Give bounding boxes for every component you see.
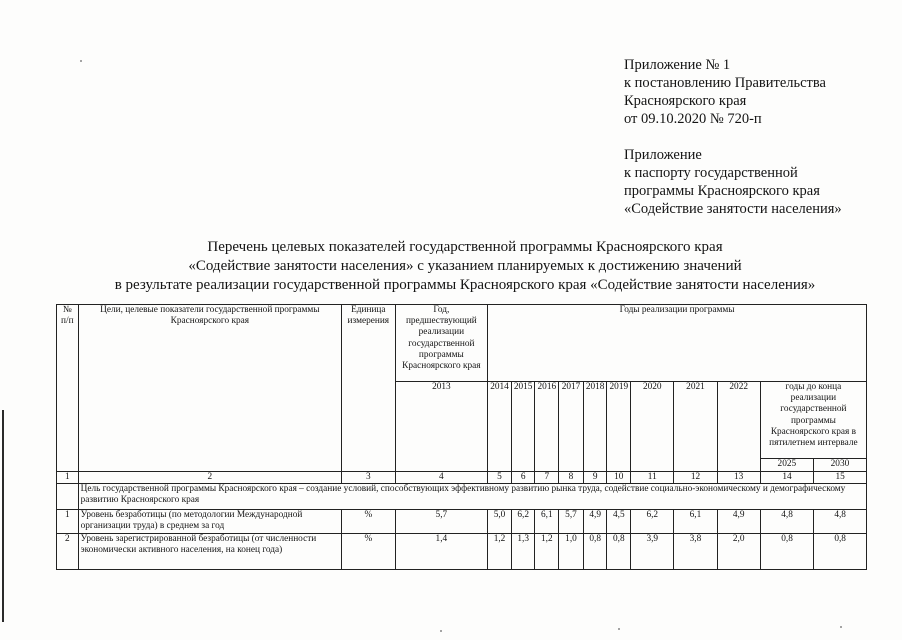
title-line: «Содействие занятости населения» с указанием планируемых к достижению значений [188, 258, 742, 274]
header-prior-year: Год, предшествующий реализации государственной программы Красноярского края [395, 305, 488, 382]
column-number: 10 [607, 472, 631, 484]
header-years-group: Годы реализации программы [488, 305, 867, 382]
row-name: Уровень безработицы (по методологии Международной организации труда) в среднем за год [78, 510, 341, 534]
column-number: 7 [535, 472, 559, 484]
approval-line: от 09.10.2020 № 720-п [624, 111, 762, 127]
row-value: 4,8 [760, 510, 814, 534]
scan-edge-mark [2, 410, 4, 622]
header-year-cell: 2017 [559, 382, 584, 472]
row-value: 2,0 [717, 534, 760, 570]
row-value: 1,2 [488, 534, 512, 570]
appendix-line: Приложение [624, 147, 702, 163]
scan-speck [618, 628, 620, 630]
table-row [57, 534, 867, 570]
header-year-cell: 2020 [631, 382, 674, 472]
row-base: 5,7 [395, 510, 488, 534]
row-name: Уровень зарегистрированной безработицы (от численности экономически активного населения, на конец года) [78, 534, 341, 570]
row-value: 1,2 [535, 534, 559, 570]
column-number: 11 [631, 472, 674, 484]
header-year-cell: 2014 [488, 382, 512, 472]
row-value: 3,8 [674, 534, 717, 570]
row-value: 6,2 [511, 510, 535, 534]
header-tail-year: 2025 [761, 459, 814, 471]
row-unit: % [342, 510, 396, 534]
row-value: 6,1 [674, 510, 717, 534]
row-value: 4,9 [717, 510, 760, 534]
approval-stamp [624, 56, 894, 218]
row-value: 5,7 [559, 510, 584, 534]
row-value: 6,1 [535, 510, 559, 534]
row-value: 5,0 [488, 510, 512, 534]
column-number: 14 [760, 472, 814, 484]
approval-line: к постановлению Правительства [624, 75, 826, 91]
row-num: 1 [57, 510, 79, 534]
table-row [57, 510, 867, 534]
header-tail-label: годы до конца реализации государственной программы Красноярского края в пятилетнем интервале [769, 382, 858, 449]
document-title [60, 238, 870, 295]
row-base: 1,4 [395, 534, 488, 570]
header-num: № п/п [57, 305, 79, 472]
scan-speck [440, 630, 442, 632]
row-value: 0,8 [814, 534, 867, 570]
row-value: 4,5 [607, 510, 631, 534]
appendix-line: «Содействие занятости населения» [624, 201, 842, 217]
row-value: 1,0 [559, 534, 584, 570]
header-tail-years [761, 458, 866, 471]
approval-line: Приложение № 1 [624, 57, 731, 73]
column-number: 6 [511, 472, 535, 484]
row-unit: % [342, 534, 396, 570]
header-year-cell: 2018 [583, 382, 607, 472]
scan-speck [80, 60, 82, 62]
appendix-line: к паспорту государственной [624, 165, 798, 181]
appendix-line: программы Красноярского края [624, 183, 820, 199]
approval-line: Красноярского края [624, 93, 747, 109]
header-tail-year: 2030 [830, 459, 850, 469]
column-number: 9 [583, 472, 607, 484]
header-year-cell: 2022 [717, 382, 760, 472]
goal-row: Цель государственной программы Красноярского края – создание условий, способствующих эффективному развитию рынка труда, содействие социально-экономическому и демографическому развитию Красноярского края [78, 484, 866, 510]
row-value: 4,9 [583, 510, 607, 534]
row-value: 0,8 [583, 534, 607, 570]
row-value: 3,9 [631, 534, 674, 570]
column-number: 1 [57, 472, 79, 484]
column-number: 8 [559, 472, 584, 484]
header-year-cell: 2016 [535, 382, 559, 472]
column-number: 12 [674, 472, 717, 484]
row-value: 4,8 [814, 510, 867, 534]
row-value: 1,3 [511, 534, 535, 570]
header-unit: Единица измерения [342, 305, 396, 472]
row-num: 2 [57, 534, 79, 570]
column-number: 2 [78, 472, 341, 484]
column-number: 3 [342, 472, 396, 484]
indicators-table [56, 304, 867, 570]
header-goals: Цели, целевые показатели государственной программы Красноярского края [78, 305, 341, 472]
header-year-cell: 2019 [607, 382, 631, 472]
column-number: 5 [488, 472, 512, 484]
row-value: 6,2 [631, 510, 674, 534]
header-year-cell: 2015 [511, 382, 535, 472]
column-number: 13 [717, 472, 760, 484]
column-number: 15 [814, 472, 867, 484]
column-number: 4 [395, 472, 488, 484]
scan-speck [840, 626, 842, 628]
row-value: 0,8 [760, 534, 814, 570]
goal-row-num [57, 484, 79, 510]
header-year-cell: 2013 [395, 382, 488, 472]
title-line: Перечень целевых показателей государственной программы Красноярского края [207, 239, 723, 255]
row-value: 0,8 [607, 534, 631, 570]
title-line: в результате реализации государственной программы Красноярского края «Содействие занятости населения» [114, 277, 816, 293]
header-tail-group [760, 382, 866, 472]
header-year-cell: 2021 [674, 382, 717, 472]
